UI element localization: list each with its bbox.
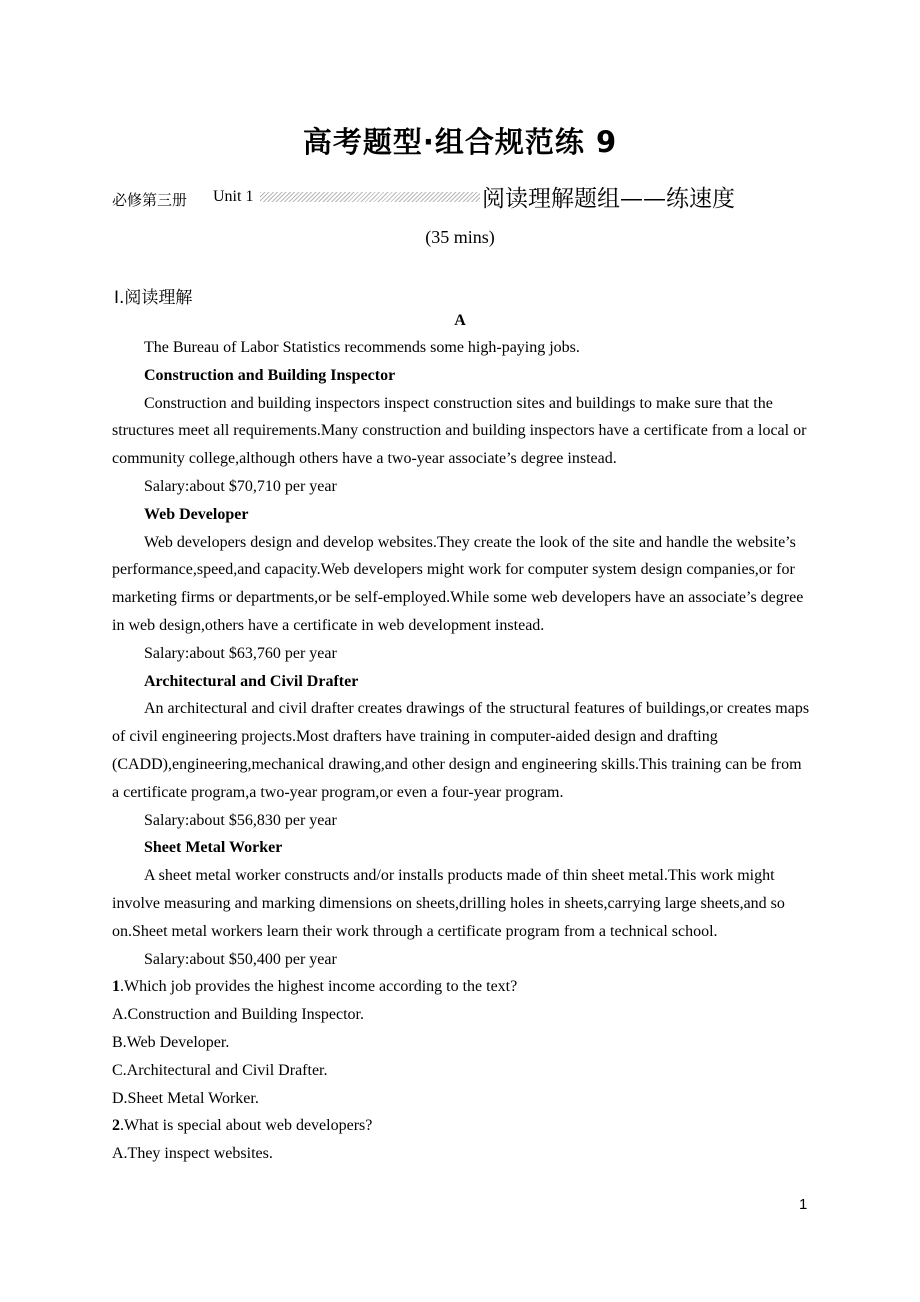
- job-description: A sheet metal worker constructs and/or installs products made of thin sheet metal.This work might involve measuring and marking dimensions on sheets,drilling holes in sheets,carrying large sheets,and so on.Sheet metal workers learn their work through a certificate program from a technical school.: [112, 867, 785, 940]
- time-limit: (35 mins): [425, 227, 495, 247]
- job-title: Construction and Building Inspector: [144, 366, 396, 384]
- job-description: Construction and building inspectors inspect construction sites and buildings to make sure that the structures meet all requirements.Many construction and building inspectors have a certificate from a local or community college,although others have a two-year associate’s degree instead.: [112, 394, 807, 468]
- hatch-decoration: [260, 192, 480, 202]
- job-salary: Salary:about $63,760 per year: [144, 644, 337, 662]
- question-stem: [112, 1112, 812, 1140]
- part-title: Ⅰ.阅读理解: [114, 288, 193, 308]
- job-title: Web Developer: [144, 505, 249, 523]
- section-title: 阅读理解题组——练速度: [482, 186, 735, 212]
- passage-intro: The Bureau of Labor Statistics recommends some high-paying jobs.: [144, 339, 580, 356]
- job-salary: Salary:about $56,830 per year: [144, 811, 337, 829]
- job-description: An architectural and civil drafter creates drawings of the structural features of buildings,or creates maps of civil engineering projects.Most drafters have training in computer-aided design and drafting (CADD),engineering,mechanical drawing,and other design and engineering skills.This training can be from a certificate program,a two-year program,or even a four-year program.: [112, 700, 810, 801]
- job-description: Web developers design and develop websites.They create the look of the site and handle the website’s performance,speed,and capacity.Web developers might work for computer system design companies,or for marketing firms or departments,or be self-employed.While some web developers have an associate’s degree in web design,others have a certificate in web development instead.: [112, 533, 804, 634]
- course-label: 必修第三册: [112, 191, 188, 209]
- answer-option: B.Web Developer.: [112, 1033, 230, 1051]
- question-number: 2: [112, 1117, 120, 1135]
- question-stem: [112, 973, 812, 1001]
- question-number: 1: [112, 978, 120, 996]
- unit-label: Unit 1: [213, 188, 254, 205]
- question-text: .Which job provides the highest income according to the text?: [120, 978, 518, 996]
- answer-option: C.Architectural and Civil Drafter.: [112, 1061, 328, 1079]
- passage-body: [112, 334, 812, 1168]
- page-number: 1: [799, 1196, 808, 1213]
- question-text: .What is special about web developers?: [120, 1117, 373, 1135]
- job-salary: Salary:about $50,400 per year: [144, 950, 337, 968]
- answer-option: A.Construction and Building Inspector.: [112, 1006, 364, 1024]
- job-title: Sheet Metal Worker: [144, 839, 283, 857]
- answer-option: D.Sheet Metal Worker.: [112, 1089, 259, 1107]
- passage-label: A: [454, 312, 466, 329]
- answer-option: A.They inspect websites.: [112, 1145, 273, 1163]
- subtitle-line: [112, 180, 812, 214]
- page-title: 高考题型·组合规范练 9: [302, 125, 618, 159]
- job-salary: Salary:about $70,710 per year: [144, 477, 337, 495]
- job-title: Architectural and Civil Drafter: [144, 672, 359, 690]
